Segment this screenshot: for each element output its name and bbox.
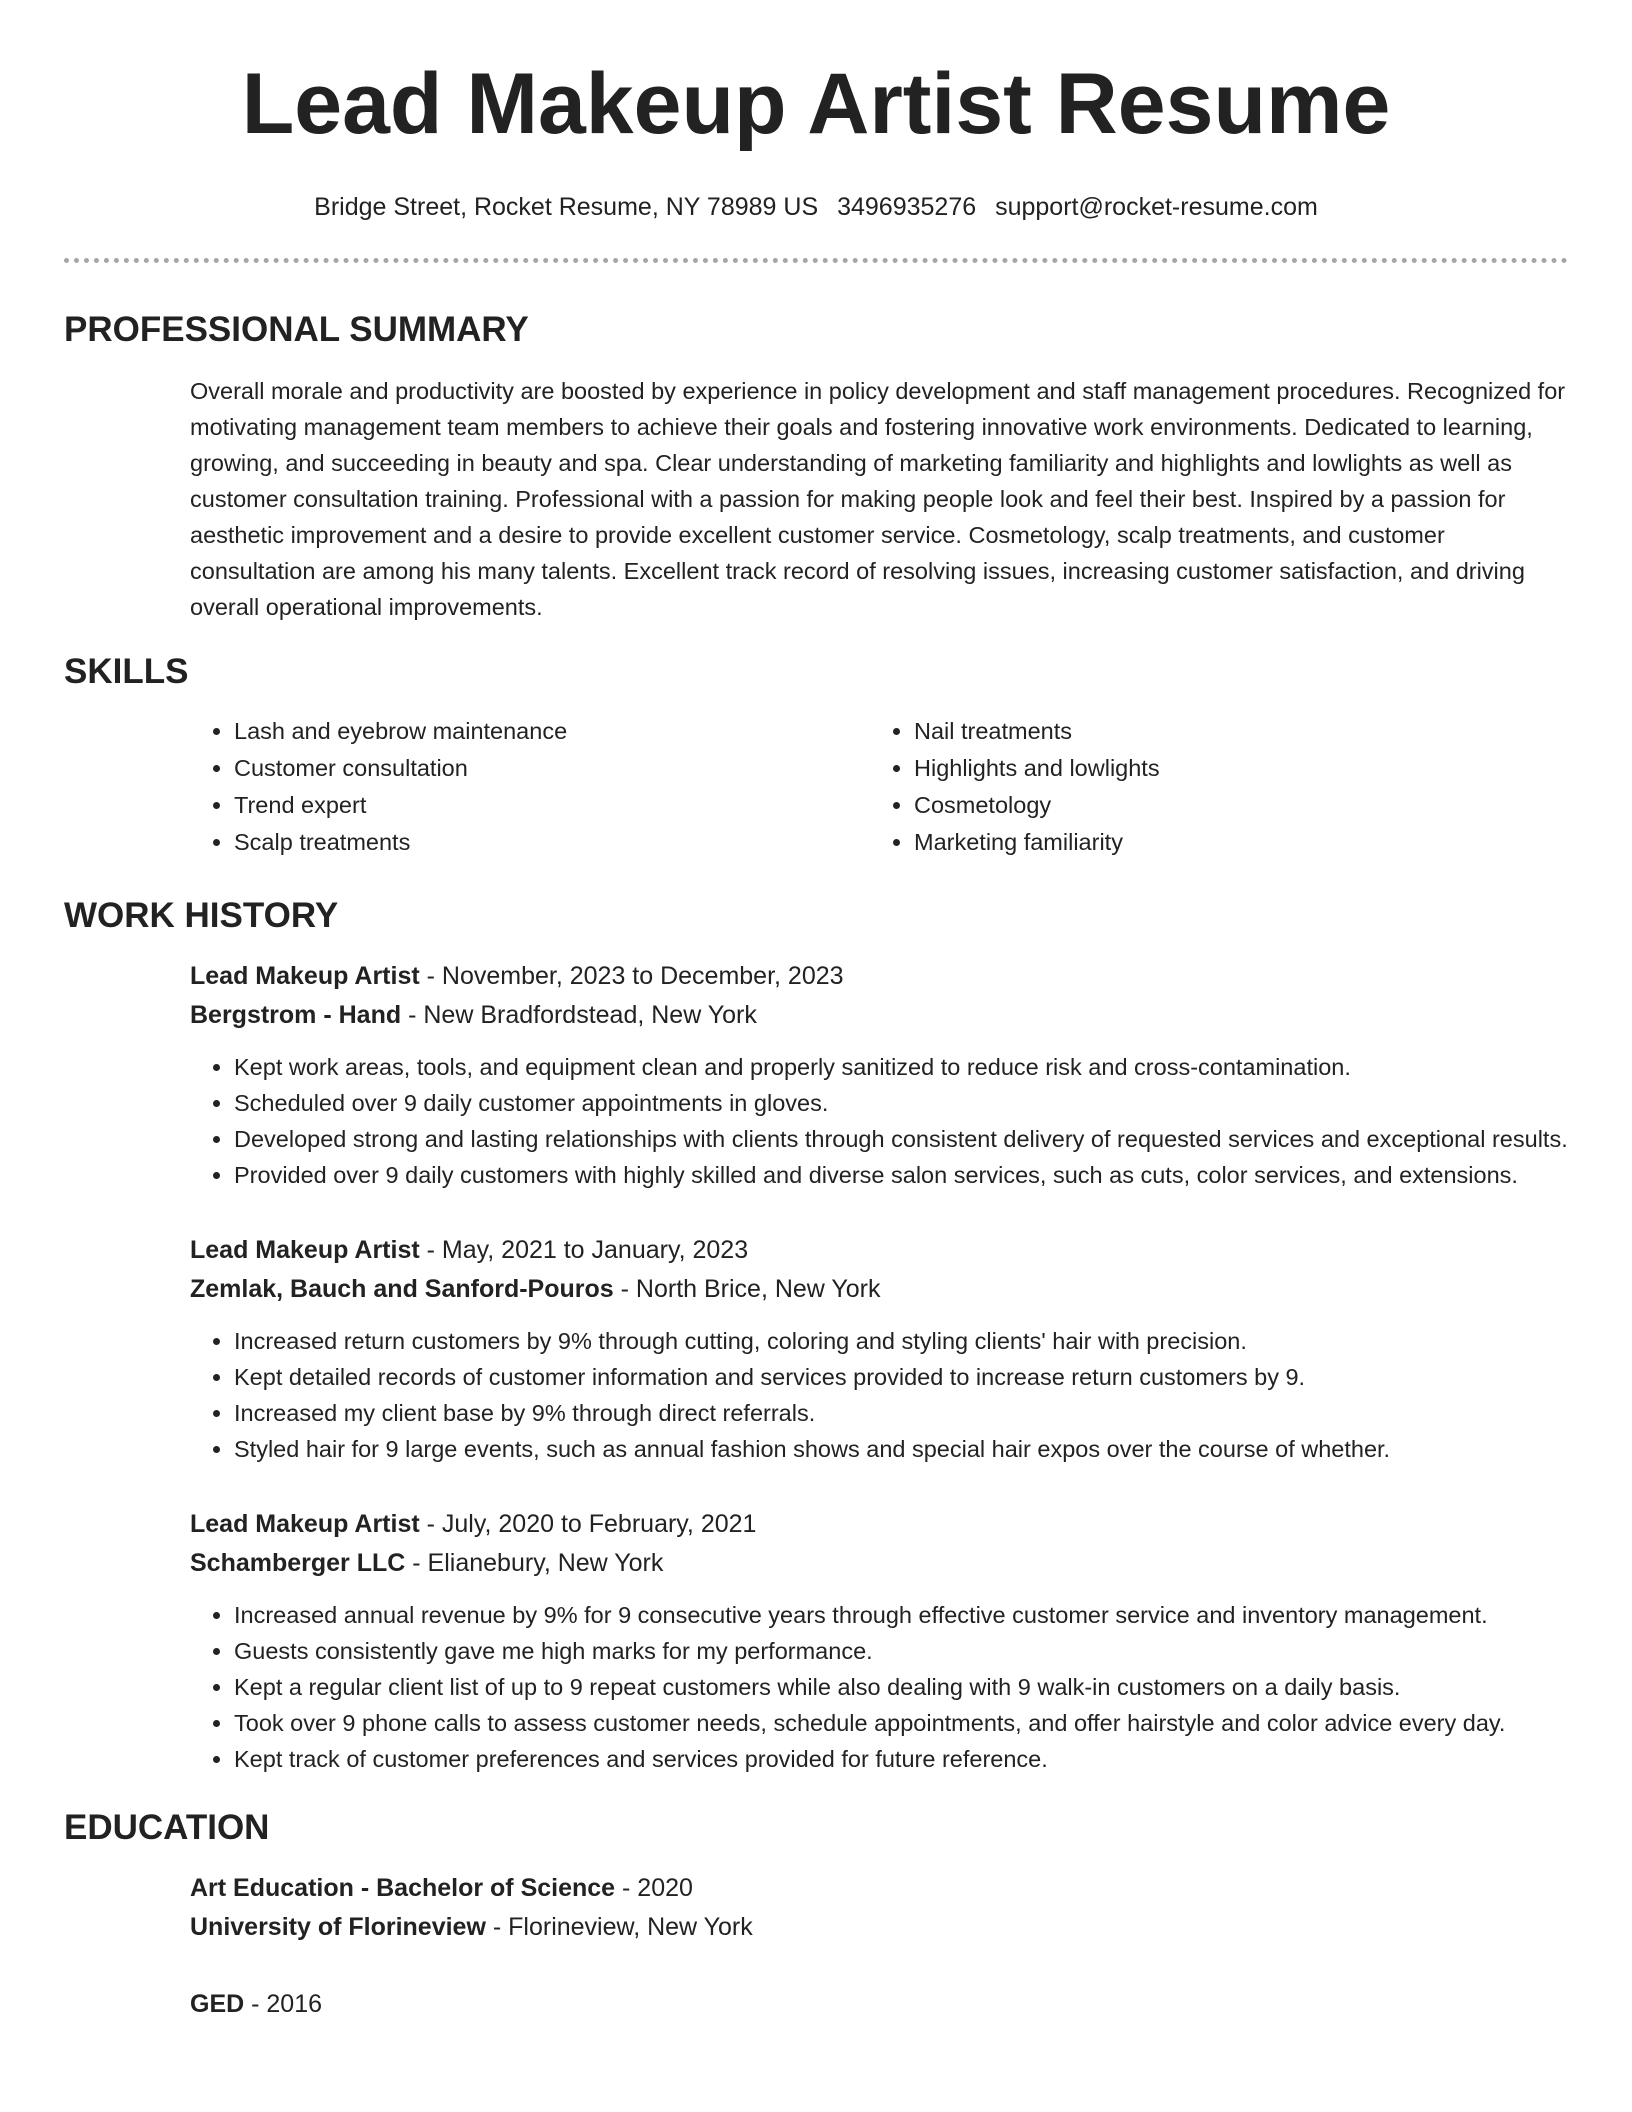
job-bullet: • Kept track of customer preferences and services provided for future reference.: [234, 1741, 1568, 1777]
job-entry: [190, 1505, 1568, 1777]
job-bullet: • Scheduled over 9 daily customer appointments in gloves.: [234, 1085, 1568, 1121]
resume-title: Lead Makeup Artist Resume: [241, 56, 1391, 152]
job-location: - North Brice, New York: [613, 1275, 881, 1303]
skill-item: • Nail treatments: [914, 713, 1550, 750]
skill-item: • Scalp treatments: [234, 824, 870, 861]
contact-email: support@rocket-resume.com: [995, 193, 1318, 221]
job-bullet: • Increased return customers by 9% through cutting, coloring and styling clients' hair with precision.: [234, 1323, 1568, 1359]
skills-grid: [190, 713, 1568, 861]
skills-heading: SKILLS: [64, 652, 189, 691]
education-entry: [190, 1985, 1568, 2024]
job-bullet: • Provided over 9 daily customers with highly skilled and diverse salon services, such as cuts, color services, and extensions.: [234, 1157, 1568, 1193]
summary-text: Overall morale and productivity are boosted by experience in policy development and staff management procedures. Recognized for motivating management team members to achieve their goals and fostering innovative work environments. Dedicated to learning, growing, and succeeding in beauty and spa. Clear understanding of marketing familiarity and highlights and lowlights as well as customer consultation training. Professional with a passion for making people look and feel their best. Inspired by a passion for aesthetic improvement and a desire to provide excellent customer service. Cosmetology, scalp treatments, and customer consultation are among his many talents. Excellent track record of resolving issues, increasing customer satisfaction, and driving overall operational improvements.: [190, 378, 1566, 620]
job-company: Zemlak, Bauch and Sanford-Pouros: [190, 1275, 614, 1303]
job-bullets: [190, 1597, 1568, 1777]
job-company: Bergstrom - Hand: [190, 1001, 402, 1029]
job-company-line: [190, 1270, 1568, 1309]
education-year: - 2020: [615, 1874, 693, 1902]
education-school: University of Florineview: [190, 1913, 486, 1941]
education-degree-line: [190, 1869, 1568, 1908]
work-history-section: [64, 895, 1568, 1777]
job-title: Lead Makeup Artist: [190, 962, 420, 990]
skills-column-right: [870, 713, 1550, 861]
skills-column-left: [190, 713, 870, 861]
job-bullet: • Took over 9 phone calls to assess customer needs, schedule appointments, and offer hairstyle and color advice every day.: [234, 1705, 1568, 1741]
job-dates: - May, 2021 to January, 2023: [419, 1236, 749, 1264]
education-section: [64, 1807, 1568, 2024]
education-year: - 2016: [244, 1990, 323, 2018]
work-history-heading: WORK HISTORY: [64, 896, 339, 935]
job-bullet: • Increased my client base by 9% through direct referrals.: [234, 1395, 1568, 1431]
skill-item: • Trend expert: [234, 787, 870, 824]
skill-item: • Highlights and lowlights: [914, 750, 1550, 787]
education-degree-line: [190, 1985, 1568, 2024]
job-bullet: • Styled hair for 9 large events, such as annual fashion shows and special hair expos over the course of whether.: [234, 1431, 1568, 1467]
job-entry: [190, 1231, 1568, 1467]
job-company: Schamberger LLC: [190, 1549, 406, 1577]
education-location: - Florineview, New York: [485, 1913, 753, 1941]
job-entry: [190, 957, 1568, 1193]
job-bullet: • Kept work areas, tools, and equipment clean and properly sanitized to reduce risk and cross-contamination.: [234, 1049, 1568, 1085]
skill-item: • Lash and eyebrow maintenance: [234, 713, 870, 750]
job-bullet: • Kept detailed records of customer information and services provided to increase return customers by 9.: [234, 1359, 1568, 1395]
skill-item: • Customer consultation: [234, 750, 870, 787]
skill-item: • Marketing familiarity: [914, 824, 1550, 861]
job-title-line: [190, 1231, 1568, 1270]
education-school-line: [190, 1908, 1568, 1947]
job-bullet: • Guests consistently gave me high marks for my performance.: [234, 1633, 1568, 1669]
education-heading: EDUCATION: [64, 1808, 270, 1847]
job-title-line: [190, 957, 1568, 996]
job-bullet: • Kept a regular client list of up to 9 repeat customers while also dealing with 9 walk-in customers on a daily basis.: [234, 1669, 1568, 1705]
job-dates: - July, 2020 to February, 2021: [419, 1510, 757, 1538]
job-bullet: • Developed strong and lasting relationships with clients through consistent delivery of requested services and exceptional results.: [234, 1121, 1568, 1157]
job-company-line: [190, 996, 1568, 1035]
education-entry: [190, 1869, 1568, 1947]
job-bullets: [190, 1049, 1568, 1193]
job-title: Lead Makeup Artist: [190, 1510, 420, 1538]
skill-item: • Cosmetology: [914, 787, 1550, 824]
job-dates: - November, 2023 to December, 2023: [419, 962, 844, 990]
contact-line: [64, 192, 1568, 222]
summary-heading: PROFESSIONAL SUMMARY: [64, 310, 529, 349]
contact-address: Bridge Street, Rocket Resume, NY 78989 US: [314, 193, 819, 221]
job-title-line: [190, 1505, 1568, 1544]
summary-section: [64, 309, 1568, 625]
job-bullet: • Increased annual revenue by 9% for 9 consecutive years through effective customer service and inventory management.: [234, 1597, 1568, 1633]
resume-page: [64, 0, 1568, 2024]
education-degree: GED: [190, 1990, 245, 2018]
job-location: - New Bradfordstead, New York: [401, 1001, 757, 1029]
job-title: Lead Makeup Artist: [190, 1236, 420, 1264]
job-company-line: [190, 1544, 1568, 1583]
contact-phone: 3496935276: [837, 193, 977, 221]
skills-section: [64, 651, 1568, 861]
job-location: - Elianebury, New York: [405, 1549, 664, 1577]
education-degree: Art Education - Bachelor of Science: [190, 1874, 616, 1902]
header-divider: [64, 258, 1568, 263]
job-bullets: [190, 1323, 1568, 1467]
